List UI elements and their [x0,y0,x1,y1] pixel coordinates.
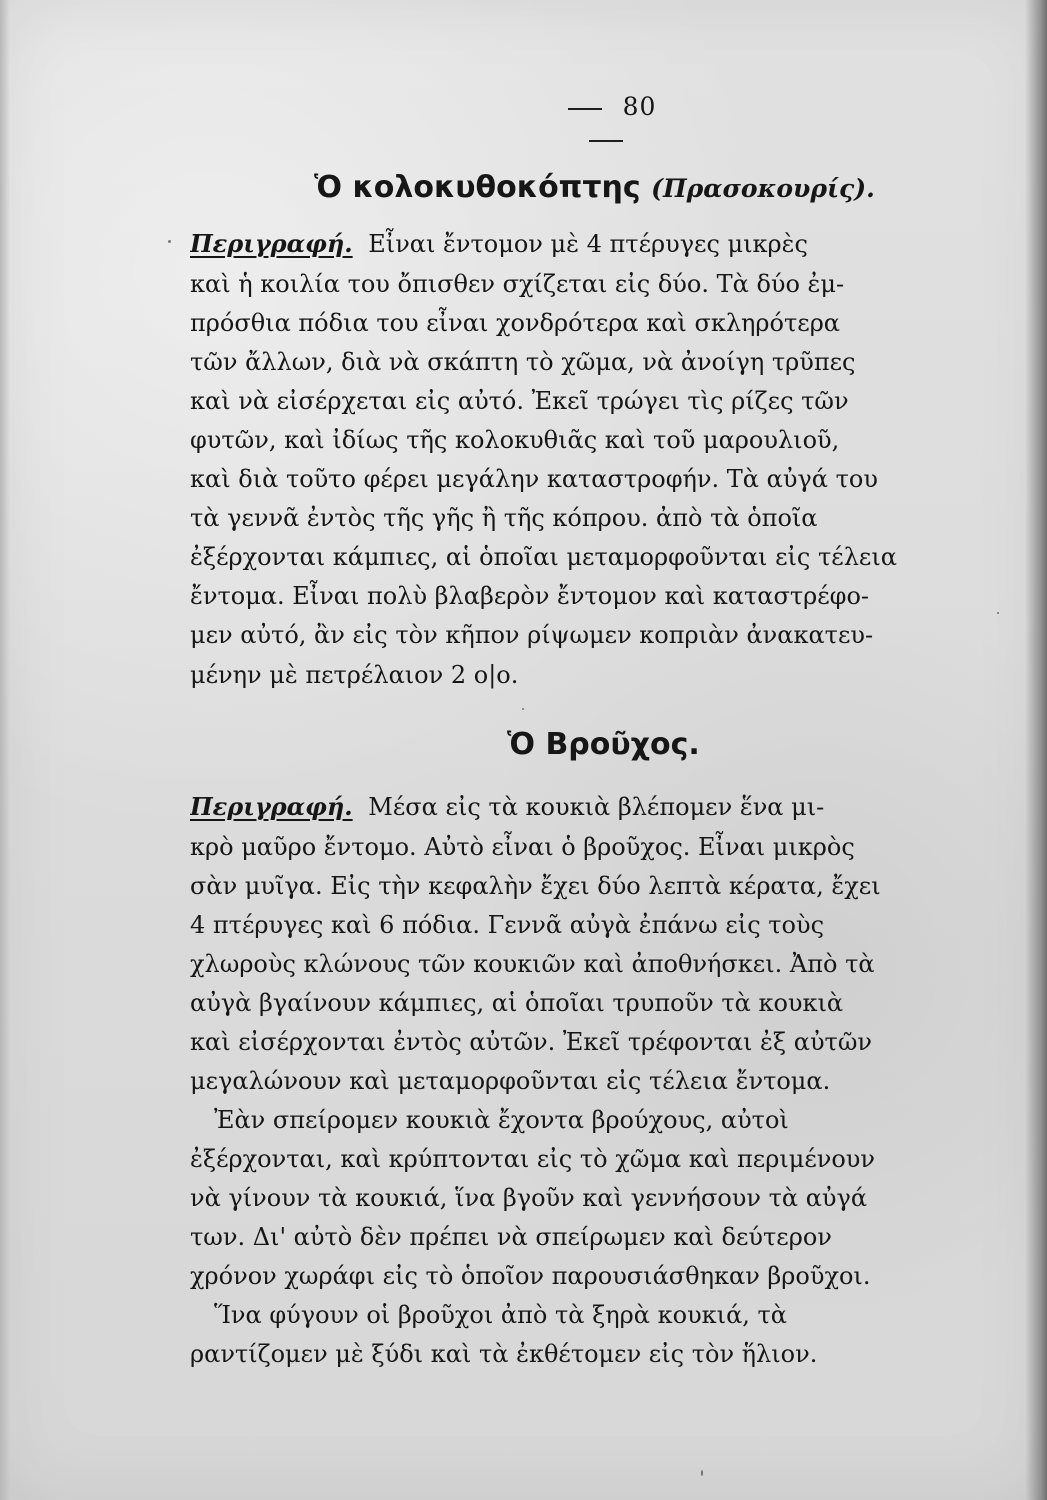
section-title: Ὁ κολοκυθοκόπτης [314,170,641,205]
paragraph-line: πρόσθια πόδια του εἶναι χονδρότερα καὶ σκληρότερα [190,309,841,337]
section-subtitle: (Πρασοκουρίς). [651,174,875,203]
page-number-block [536,91,676,155]
paragraph-line: σὰν μυῖγα. Εἰς τὴν κεφαλὴν ἔχει δύο λεπτὰ κέρατα, ἔχει [190,872,881,900]
paragraph-line: νὰ γίνουν τὰ κουκιά, ἵνα βγοῦν καὶ γεννήσουν τὰ αὐγά [190,1184,868,1212]
description-label: Περιγραφή. [190,229,353,258]
paragraph-line: μένην μὲ πετρέλαιον 2 ο|ο. [190,661,519,689]
paragraph-line: φυτῶν, καὶ ἰδίως τῆς κολοκυθιᾶς καὶ τοῦ μαρουλιοῦ, [190,426,840,454]
section-heading-brouchos [507,725,700,765]
paragraph-line: καὶ ἡ κοιλία του ὄπισθεν σχίζεται εἰς δύο. Τὰ δύο ἐμ- [190,270,845,298]
speck [997,612,999,614]
paragraph-line: ἐξέρχονται κάμπιες, αἱ ὁποῖαι μεταμορφοῦνται εἰς τέλεια [190,543,897,571]
paragraph-line: τῶν ἄλλων, διὰ νὰ σκάπτη τὸ χῶμα, νὰ ἀνοίγη τρῦπες [190,348,856,376]
paragraph-line: ἐξέρχονται, καὶ κρύπτονται εἰς τὸ χῶμα καὶ περιμένουν [190,1145,875,1173]
page-left-shadow [0,0,10,1500]
paragraph-line: ραντίζομεν μὲ ξύδι καὶ τὰ ἐκθέτομεν εἰς τὸν ἥλιον. [190,1340,818,1368]
paragraph-line: καὶ εἰσέρχονται ἐντὸς αὐτῶν. Ἐκεῖ τρέφονται ἐξ αὐτῶν [190,1028,872,1056]
paragraph-line: μεγαλώνουν καὶ μεταμορφοῦνται εἰς τέλεια ἔντομα. [190,1067,831,1095]
page-number: 80 [622,92,657,121]
text-run: Μέσα εἰς τὰ κουκιὰ βλέπομεν ἕνα μι- [368,793,825,821]
paragraph-line: 4 πτέρυγες καὶ 6 πόδια. Γεννᾶ αὐγὰ ἐπάνω εἰς τοὺς [190,911,825,939]
paragraph-line: μεν αὐτό, ἂν εἰς τὸν κῆπον ρίψωμεν κοπριὰν ἀνακατευ- [190,621,874,649]
paragraph-line: καὶ νὰ εἰσέρχεται εἰς αὐτό. Ἐκεῖ τρώγει τὶς ρίζες τῶν [190,387,849,415]
page-right-shadow [1025,0,1047,1500]
paragraph-line: Ἐὰν σπείρομεν κουκιὰ ἔχοντα βρούχους, αὐτοὶ [214,1106,789,1134]
paragraph-line: ἔντομα. Εἶναι πολὺ βλαβερὸν ἔντομον καὶ καταστρέφο- [190,582,870,610]
section-title: Ὁ Βροῦχος. [507,727,700,762]
speck [168,240,171,243]
page-number-dash-left [568,108,602,110]
paragraph-line: χρόνον χωράφι εἰς τὸ ὁποῖον παρουσιάσθηκαν βροῦχοι. [190,1262,871,1290]
section-heading-kolokythokoptis [314,168,875,209]
paragraph-line: χλωροὺς κλώνους τῶν κουκιῶν καὶ ἀποθνήσκει. Ἀπὸ τὰ [190,950,875,978]
paragraph-line: Ἵνα φύγουν οἱ βροῦχοι ἀπὸ τὰ ξηρὰ κουκιά, τὰ [214,1301,788,1329]
description-label: Περιγραφή. [190,792,353,821]
speck [701,1470,703,1476]
paragraph-line [190,789,1020,825]
text-run: Εἶναι ἔντομον μὲ 4 πτέρυγες μικρὲς [368,230,808,258]
paragraph-line: κρὸ μαῦρο ἔντομο. Αὐτὸ εἶναι ὁ βροῦχος. Εἶναι μικρὸς [190,833,855,861]
paragraph-line: αὐγὰ βγαίνουν κάμπιες, αἱ ὁποῖαι τρυποῦν τὰ κουκιὰ [190,989,844,1017]
speck [522,708,524,710]
paragraph-line [190,226,1020,262]
page-number-dash-right [589,140,623,142]
paragraph-line: των. Δι' αὐτὸ δὲν πρέπει νὰ σπείρωμεν καὶ δεύτερον [190,1223,832,1251]
paragraph-line: καὶ διὰ τοῦτο φέρει μεγάλην καταστροφήν. Τὰ αὐγά του [190,465,878,493]
paragraph-line: τὰ γεννᾶ ἐντὸς τῆς γῆς ἢ τῆς κόπρου. ἀπὸ τὰ ὁποῖα [190,504,818,532]
